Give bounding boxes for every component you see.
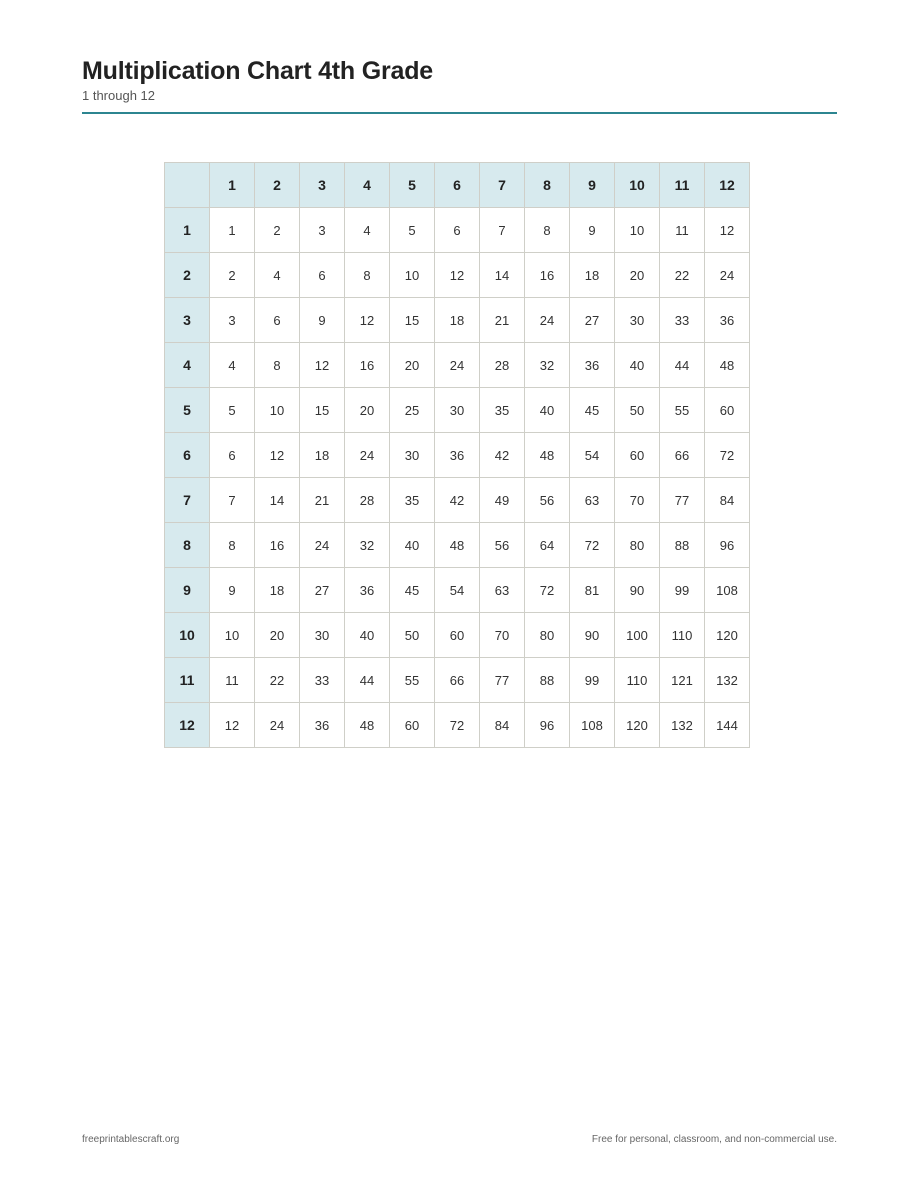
product-cell: 60: [390, 703, 435, 748]
table-row: [165, 208, 750, 253]
table-row: [165, 298, 750, 343]
row-header: 7: [165, 478, 210, 523]
product-cell: 72: [525, 568, 570, 613]
table-row: [165, 343, 750, 388]
row-header: 4: [165, 343, 210, 388]
product-cell: 45: [390, 568, 435, 613]
product-cell: 6: [300, 253, 345, 298]
product-cell: 12: [435, 253, 480, 298]
column-header: 11: [660, 163, 705, 208]
product-cell: 132: [705, 658, 750, 703]
product-cell: 30: [390, 433, 435, 478]
product-cell: 20: [345, 388, 390, 433]
table-row: [165, 613, 750, 658]
product-cell: 32: [525, 343, 570, 388]
product-cell: 40: [345, 613, 390, 658]
product-cell: 27: [570, 298, 615, 343]
table-row: [165, 703, 750, 748]
row-header: 3: [165, 298, 210, 343]
table-row: [165, 478, 750, 523]
product-cell: 2: [255, 208, 300, 253]
product-cell: 56: [525, 478, 570, 523]
product-cell: 44: [345, 658, 390, 703]
product-cell: 121: [660, 658, 705, 703]
product-cell: 42: [435, 478, 480, 523]
table-row: [165, 568, 750, 613]
product-cell: 24: [300, 523, 345, 568]
table-row: [165, 253, 750, 298]
product-cell: 7: [480, 208, 525, 253]
product-cell: 36: [705, 298, 750, 343]
product-cell: 55: [390, 658, 435, 703]
product-cell: 24: [435, 343, 480, 388]
product-cell: 35: [390, 478, 435, 523]
header-divider: [82, 112, 837, 114]
product-cell: 4: [210, 343, 255, 388]
product-cell: 56: [480, 523, 525, 568]
multiplication-table: [164, 162, 750, 748]
product-cell: 12: [705, 208, 750, 253]
product-cell: 72: [570, 523, 615, 568]
column-header: 8: [525, 163, 570, 208]
product-cell: 96: [525, 703, 570, 748]
product-cell: 16: [255, 523, 300, 568]
product-cell: 11: [210, 658, 255, 703]
product-cell: 21: [480, 298, 525, 343]
product-cell: 7: [210, 478, 255, 523]
table-row: [165, 388, 750, 433]
product-cell: 25: [390, 388, 435, 433]
column-header: 9: [570, 163, 615, 208]
table-row: [165, 433, 750, 478]
product-cell: 90: [570, 613, 615, 658]
product-cell: 88: [660, 523, 705, 568]
product-cell: 16: [525, 253, 570, 298]
product-cell: 6: [435, 208, 480, 253]
product-cell: 144: [705, 703, 750, 748]
product-cell: 16: [345, 343, 390, 388]
row-header: 10: [165, 613, 210, 658]
product-cell: 20: [615, 253, 660, 298]
product-cell: 66: [660, 433, 705, 478]
product-cell: 10: [255, 388, 300, 433]
product-cell: 1: [210, 208, 255, 253]
product-cell: 10: [615, 208, 660, 253]
product-cell: 50: [390, 613, 435, 658]
product-cell: 20: [390, 343, 435, 388]
product-cell: 22: [255, 658, 300, 703]
product-cell: 99: [570, 658, 615, 703]
product-cell: 27: [300, 568, 345, 613]
product-cell: 18: [255, 568, 300, 613]
product-cell: 30: [435, 388, 480, 433]
product-cell: 42: [480, 433, 525, 478]
table-row: [165, 658, 750, 703]
product-cell: 110: [660, 613, 705, 658]
footer-license: Free for personal, classroom, and non-commercial use.: [591, 1134, 837, 1145]
row-header: 2: [165, 253, 210, 298]
product-cell: 49: [480, 478, 525, 523]
product-cell: 30: [615, 298, 660, 343]
product-cell: 28: [480, 343, 525, 388]
product-cell: 96: [705, 523, 750, 568]
product-cell: 48: [435, 523, 480, 568]
product-cell: 12: [210, 703, 255, 748]
product-cell: 108: [570, 703, 615, 748]
product-cell: 15: [390, 298, 435, 343]
product-cell: 24: [255, 703, 300, 748]
product-cell: 24: [345, 433, 390, 478]
product-cell: 50: [615, 388, 660, 433]
product-cell: 88: [525, 658, 570, 703]
product-cell: 60: [615, 433, 660, 478]
product-cell: 48: [525, 433, 570, 478]
product-cell: 33: [300, 658, 345, 703]
product-cell: 8: [525, 208, 570, 253]
product-cell: 77: [480, 658, 525, 703]
product-cell: 36: [570, 343, 615, 388]
column-header: 2: [255, 163, 300, 208]
product-cell: 3: [210, 298, 255, 343]
row-header: 6: [165, 433, 210, 478]
header-row: [165, 163, 750, 208]
product-cell: 77: [660, 478, 705, 523]
product-cell: 30: [300, 613, 345, 658]
product-cell: 18: [570, 253, 615, 298]
product-cell: 48: [345, 703, 390, 748]
product-cell: 20: [255, 613, 300, 658]
product-cell: 8: [255, 343, 300, 388]
product-cell: 12: [255, 433, 300, 478]
page-title: Multiplication Chart 4th Grade: [82, 57, 433, 85]
product-cell: 28: [345, 478, 390, 523]
product-cell: 3: [300, 208, 345, 253]
row-header: 9: [165, 568, 210, 613]
product-cell: 72: [435, 703, 480, 748]
product-cell: 64: [525, 523, 570, 568]
row-header: 1: [165, 208, 210, 253]
footer-site: freeprintablescraft.org: [82, 1134, 180, 1145]
product-cell: 6: [255, 298, 300, 343]
product-cell: 9: [570, 208, 615, 253]
row-header: 8: [165, 523, 210, 568]
page-header: [82, 56, 837, 104]
product-cell: 81: [570, 568, 615, 613]
product-cell: 40: [390, 523, 435, 568]
product-cell: 70: [480, 613, 525, 658]
product-cell: 14: [480, 253, 525, 298]
product-cell: 36: [435, 433, 480, 478]
column-header: 1: [210, 163, 255, 208]
product-cell: 84: [480, 703, 525, 748]
product-cell: 132: [660, 703, 705, 748]
product-cell: 90: [615, 568, 660, 613]
product-cell: 12: [300, 343, 345, 388]
product-cell: 80: [525, 613, 570, 658]
product-cell: 22: [660, 253, 705, 298]
product-cell: 63: [570, 478, 615, 523]
table-row: [165, 523, 750, 568]
product-cell: 18: [435, 298, 480, 343]
column-header: 7: [480, 163, 525, 208]
product-cell: 9: [210, 568, 255, 613]
product-cell: 54: [435, 568, 480, 613]
column-header: 6: [435, 163, 480, 208]
product-cell: 10: [390, 253, 435, 298]
product-cell: 40: [525, 388, 570, 433]
product-cell: 70: [615, 478, 660, 523]
column-header: 3: [300, 163, 345, 208]
column-header: 4: [345, 163, 390, 208]
product-cell: 12: [345, 298, 390, 343]
product-cell: 54: [570, 433, 615, 478]
product-cell: 36: [345, 568, 390, 613]
product-cell: 24: [525, 298, 570, 343]
product-cell: 120: [615, 703, 660, 748]
row-header: 5: [165, 388, 210, 433]
product-cell: 35: [480, 388, 525, 433]
product-cell: 99: [660, 568, 705, 613]
product-cell: 45: [570, 388, 615, 433]
product-cell: 55: [660, 388, 705, 433]
column-header: 12: [705, 163, 750, 208]
product-cell: 72: [705, 433, 750, 478]
product-cell: 8: [345, 253, 390, 298]
product-cell: 15: [300, 388, 345, 433]
product-cell: 24: [705, 253, 750, 298]
product-cell: 48: [705, 343, 750, 388]
product-cell: 60: [435, 613, 480, 658]
product-cell: 2: [210, 253, 255, 298]
column-header: 10: [615, 163, 660, 208]
product-cell: 100: [615, 613, 660, 658]
product-cell: 9: [300, 298, 345, 343]
product-cell: 21: [300, 478, 345, 523]
product-cell: 36: [300, 703, 345, 748]
product-cell: 66: [435, 658, 480, 703]
product-cell: 10: [210, 613, 255, 658]
product-cell: 18: [300, 433, 345, 478]
product-cell: 6: [210, 433, 255, 478]
product-cell: 33: [660, 298, 705, 343]
product-cell: 14: [255, 478, 300, 523]
product-cell: 44: [660, 343, 705, 388]
product-cell: 11: [660, 208, 705, 253]
row-header: 12: [165, 703, 210, 748]
corner-cell: [165, 163, 210, 208]
product-cell: 110: [615, 658, 660, 703]
product-cell: 4: [255, 253, 300, 298]
product-cell: 108: [705, 568, 750, 613]
page-subtitle: 1 through 12: [82, 88, 156, 103]
column-header: 5: [390, 163, 435, 208]
product-cell: 5: [210, 388, 255, 433]
product-cell: 4: [345, 208, 390, 253]
product-cell: 32: [345, 523, 390, 568]
product-cell: 60: [705, 388, 750, 433]
product-cell: 40: [615, 343, 660, 388]
row-header: 11: [165, 658, 210, 703]
product-cell: 8: [210, 523, 255, 568]
product-cell: 120: [705, 613, 750, 658]
product-cell: 80: [615, 523, 660, 568]
product-cell: 5: [390, 208, 435, 253]
product-cell: 63: [480, 568, 525, 613]
product-cell: 84: [705, 478, 750, 523]
